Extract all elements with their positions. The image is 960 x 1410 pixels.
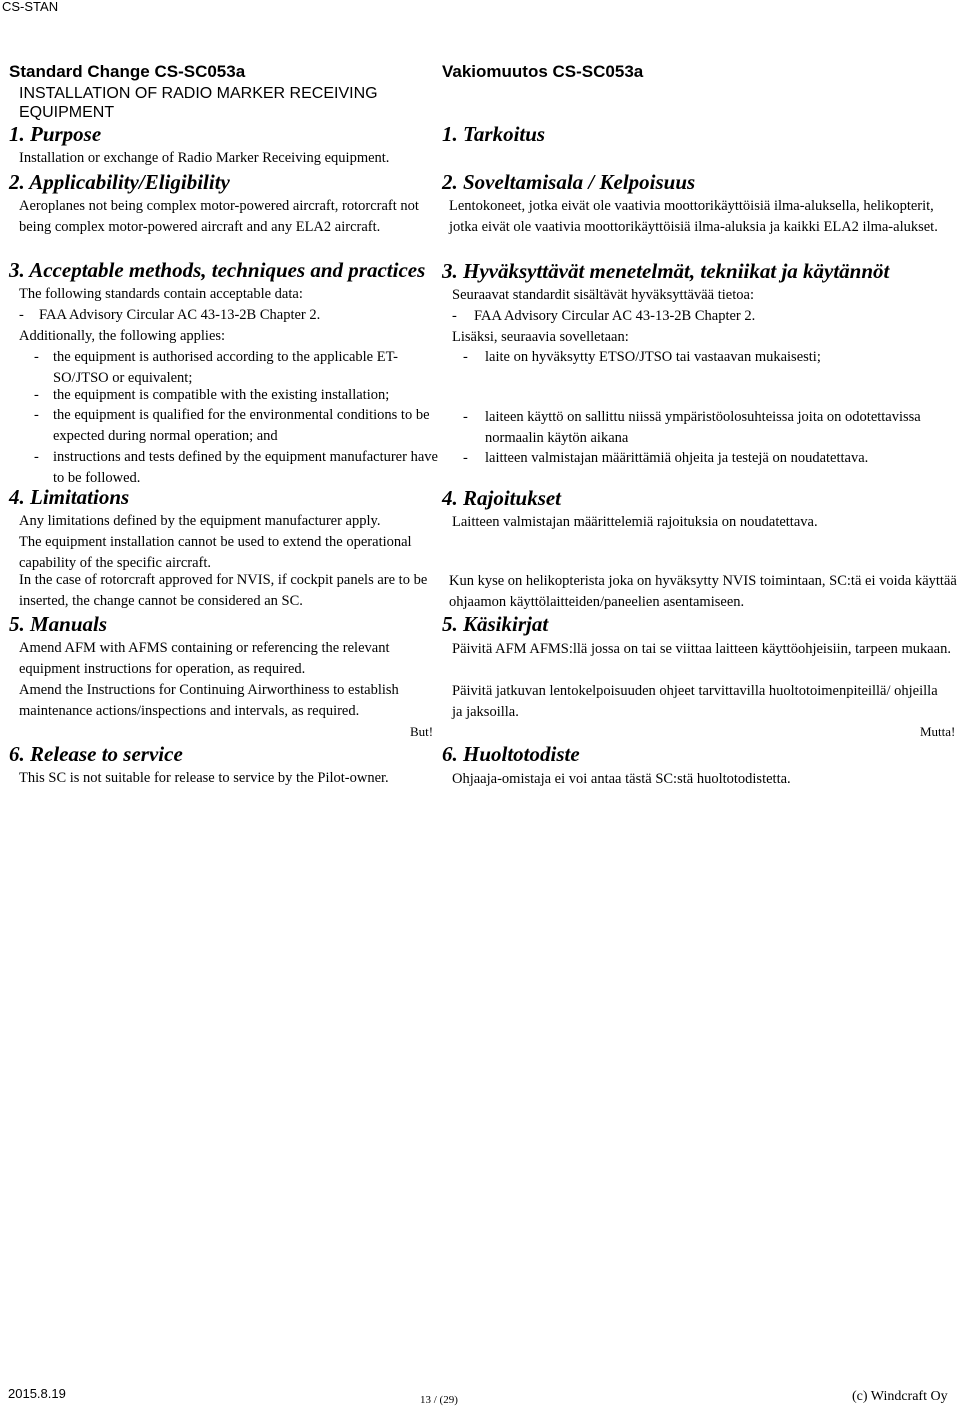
english-section-4-heading: 4. Limitations <box>9 485 130 509</box>
finnish-title: Vakiomuutos CS-SC053a <box>442 62 644 81</box>
finnish-section-1-heading: 1. Tarkoitus <box>442 122 546 146</box>
english-list-item-text: instructions and tests defined by the equipment manufacturer have to be followed. <box>53 449 438 486</box>
english-section-5-heading: 5. Manuals <box>9 612 108 636</box>
english-section-4-p3: In the case of rotorcraft approved for NVIS, if cockpit panels are to be inserted, the change cannot be considered an SC. <box>19 572 428 609</box>
english-list-item-text: the equipment is qualified for the environmental conditions to be expected during normal operation; and <box>53 407 430 444</box>
english-subtitle: INSTALLATION OF RADIO MARKER RECEIVING EQUIPMENT <box>19 85 378 121</box>
finnish-section-5-heading: 5. Käsikirjat <box>442 612 549 636</box>
finnish-section-6-heading: 6. Huoltotodiste <box>442 742 580 766</box>
finnish-section-4-p3: Kun kyse on helikopterista joka on hyväksytty NVIS toimintaan, SC:tä ei voida käyttää ohjaamon käyttölaitteiden/paneelien asentamiseen. <box>449 573 957 610</box>
english-standard-item: - FAA Advisory Circular AC 43-13-2B Chapter 2. <box>19 305 439 326</box>
english-section-3-additional: Additionally, the following applies: <box>19 328 226 344</box>
finnish-section-5-p1: Päivitä AFM AFMS:llä jossa on tai se viittaa laitteen käyttöohjeisiin, tarpeen mukaan. <box>452 641 951 657</box>
finnish-list-item-text: laiteen käyttö on sallittu niissä ympäristöolosuhteissa joita on odotettavissa normaalin käytön aikana <box>485 409 921 446</box>
footer-copyright: (c) Windcraft Oy <box>852 1389 948 1404</box>
english-list-item-text: the equipment is compatible with the existing installation; <box>53 387 390 403</box>
finnish-list-item-text: laite on hyväksytty ETSO/JTSO tai vastaavan mukaisesti; <box>485 349 821 365</box>
finnish-section-3-intro: Seuraavat standardit sisältävät hyväksyttävää tietoa: <box>452 287 754 303</box>
finnish-list-item-text: laitteen valmistajan määrittämiä ohjeita ja testejä on noudatettava. <box>485 450 869 466</box>
english-section-3-intro: The following standards contain acceptable data: <box>19 286 303 302</box>
finnish-section-6-text: Ohjaaja-omistaja ei voi antaa tästä SC:stä huoltotodistetta. <box>452 771 791 787</box>
finnish-list-item: - laiteen käyttö on sallittu niissä ympäristöolosuhteissa joita on odotettavissa normaalin käytön aikana <box>463 407 953 448</box>
english-standard-text: FAA Advisory Circular AC 43-13-2B Chapter 2. <box>39 307 321 323</box>
finnish-section-4-heading: 4. Rajoitukset <box>442 486 562 510</box>
english-section-6-text: This SC is not suitable for release to service by the Pilot-owner. <box>19 770 389 786</box>
english-title: Standard Change CS-SC053a <box>9 62 246 81</box>
english-list-item: - instructions and tests defined by the equipment manufacturer have to be followed. <box>34 447 438 488</box>
english-list-item-text: the equipment is authorised according to the applicable ET-SO/JTSO or equivalent; <box>53 349 398 386</box>
english-list-item: - the equipment is compatible with the existing installation; <box>34 385 438 406</box>
english-but-note: But! <box>410 724 434 739</box>
english-list-item: - the equipment is authorised according to the applicable ET-SO/JTSO or equivalent; <box>34 347 438 388</box>
finnish-mutta-note: Mutta! <box>920 724 956 739</box>
english-section-4-p1: Any limitations defined by the equipment manufacturer apply. <box>19 513 381 529</box>
english-section-2-heading: 2. Applicability/Eligibility <box>9 170 230 194</box>
finnish-list-item: - laite on hyväksytty ETSO/JTSO tai vastaavan mukaisesti; <box>463 347 953 368</box>
finnish-section-2-heading: 2. Soveltamisala / Kelpoisuus <box>442 170 696 194</box>
finnish-section-4-p1: Laitteen valmistajan määrittelemiä rajoituksia on noudatettava. <box>452 514 818 530</box>
document-tag: CS-STAN <box>2 0 59 14</box>
english-section-6-heading: 6. Release to service <box>9 742 183 766</box>
english-section-3-heading: 3. Acceptable methods, techniques and practices <box>9 258 426 282</box>
english-section-1-heading: 1. Purpose <box>9 122 102 146</box>
finnish-standard-item: - FAA Advisory Circular AC 43-13-2B Chapter 2. <box>452 306 952 327</box>
finnish-standard-text: FAA Advisory Circular AC 43-13-2B Chapter 2. <box>474 308 756 324</box>
english-list-item: - the equipment is qualified for the environmental conditions to be expected during normal operation; and <box>34 405 438 446</box>
footer-date: 2015.8.19 <box>8 1386 66 1401</box>
english-section-5-p2: Amend the Instructions for Continuing Airworthiness to establish maintenance actions/inspections and intervals, as required. <box>19 682 399 719</box>
english-section-5-p1: Amend AFM with AFMS containing or referencing the relevant equipment instructions for operation, as required. <box>19 640 390 677</box>
english-section-1-text: Installation or exchange of Radio Marker Receiving equipment. <box>19 150 390 166</box>
finnish-section-3-additional: Lisäksi, seuraavia sovelletaan: <box>452 329 629 345</box>
finnish-section-5-p2: Päivitä jatkuvan lentokelpoisuuden ohjeet tarvittavilla huoltotoimenpiteillä/ ohjeilla ja jaksoilla. <box>452 683 938 720</box>
footer-page-number: 13 / (29) <box>420 1394 458 1406</box>
finnish-list-item: - laitteen valmistajan määrittämiä ohjeita ja testejä on noudatettava. <box>463 448 953 469</box>
english-section-4-p2: The equipment installation cannot be used to extend the operational capability of the specific aircraft. <box>19 534 412 571</box>
finnish-section-2-text: Lentokoneet, jotka eivät ole vaativia moottorikäyttöisiä ilma-aluksella, helikopterit, jotka eivät ole vaativia moottorikäyttöisiä ilma-aluksia ja kaikki ELA2 ilma-alukset. <box>449 198 938 235</box>
english-section-2-text: Aeroplanes not being complex motor-powered aircraft, rotorcraft not being complex motor-powered aircraft and any ELA2 aircraft. <box>19 198 419 235</box>
finnish-section-3-heading: 3. Hyväksyttävät menetelmät, tekniikat ja käytännöt <box>442 259 890 283</box>
